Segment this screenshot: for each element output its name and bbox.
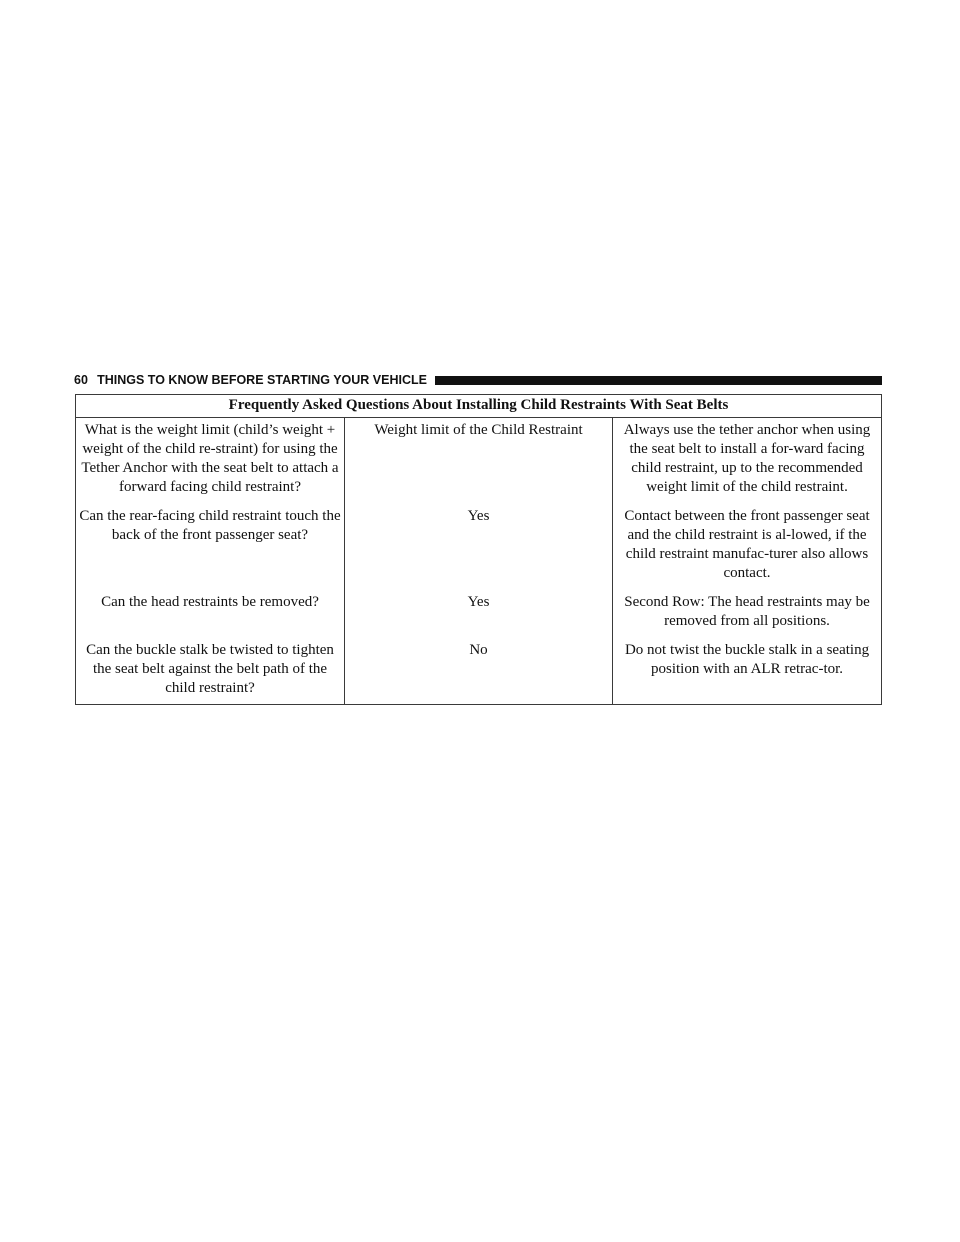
answer-cell: No: [345, 637, 613, 705]
table-row: [76, 637, 882, 705]
table-title-row: [76, 395, 882, 418]
note-cell: Second Row: The head restraints may be removed from all positions.: [613, 589, 882, 637]
table-row: [76, 503, 882, 589]
page-number: 60: [74, 373, 89, 387]
note-cell: Contact between the front passenger seat and the child restraint is al-lowed, if the child restraint manufac-turer also allows contact.: [613, 503, 882, 589]
question-cell: Can the rear-facing child restraint touch the back of the front passenger seat?: [76, 503, 345, 589]
page-header: [74, 372, 882, 388]
answer-cell: Yes: [345, 503, 613, 589]
note-cell: Do not twist the buckle stalk in a seating position with an ALR retrac-tor.: [613, 637, 882, 705]
question-cell: Can the buckle stalk be twisted to tighten the seat belt against the belt path of the child restraint?: [76, 637, 345, 705]
table-row: [76, 589, 882, 637]
header-rule: [435, 376, 882, 385]
table-row: [76, 418, 882, 504]
faq-table: [75, 394, 882, 705]
question-cell: What is the weight limit (child’s weight + weight of the child re-straint) for using the Tether Anchor with the seat belt to attach a forward facing child restraint?: [76, 418, 345, 504]
table-title: Frequently Asked Questions About Installing Child Restraints With Seat Belts: [76, 395, 882, 418]
answer-cell: Weight limit of the Child Restraint: [345, 418, 613, 504]
section-title: THINGS TO KNOW BEFORE STARTING YOUR VEHICLE: [97, 373, 427, 387]
question-cell: Can the head restraints be removed?: [76, 589, 345, 637]
note-cell: Always use the tether anchor when using the seat belt to install a for-ward facing child restraint, up to the recommended weight limit of the child restraint.: [613, 418, 882, 504]
answer-cell: Yes: [345, 589, 613, 637]
